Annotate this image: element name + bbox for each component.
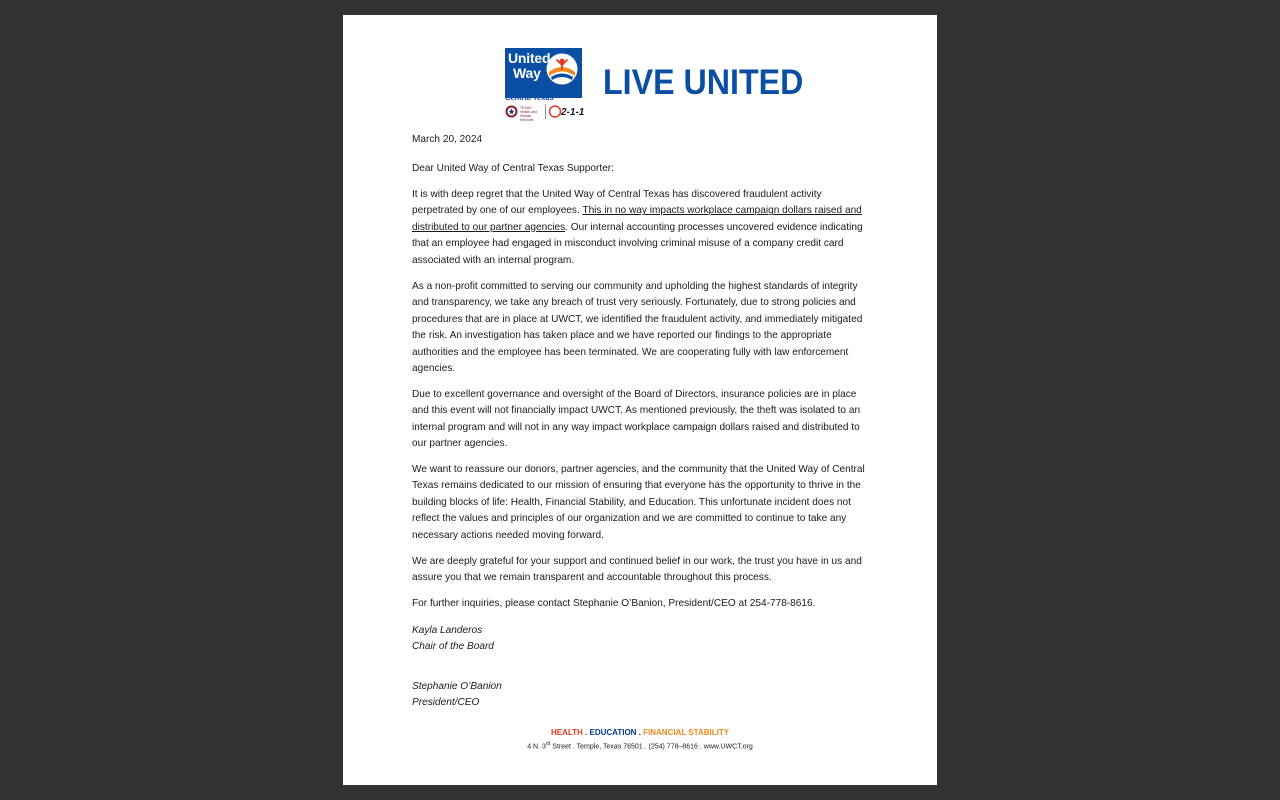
signer-name: Stephanie O’Banion <box>412 681 502 692</box>
paragraph-1-underlined: This in no way impacts workplace campaign dollars raised and distributed to our partner agencies <box>412 205 862 233</box>
live-united-slogan: LIVE UNITED <box>603 63 804 102</box>
211-logo-icon <box>549 104 585 119</box>
footer-sep-2: . <box>636 728 644 737</box>
paragraph-1-lead: It is with deep regret that the United Way of Central Texas has discovered fraudulent activity perpetrated by one of our employees. <box>412 189 822 217</box>
signer-name: Kayla Landeros <box>412 625 483 636</box>
footer-sep-1: . <box>582 728 590 737</box>
letter-date: March 20, 2024 <box>412 134 483 145</box>
footer-health: HEALTH <box>550 728 583 737</box>
logo-word-way: Way <box>513 65 541 81</box>
paragraph-1-rest: . Our internal accounting processes uncovered evidence indicating that an employee had engaged in misconduct involving criminal misuse of a company credit card associated with an internal program. <box>412 221 863 266</box>
letter-salutation: Dear United Way of Central Texas Supporter: <box>412 163 614 174</box>
paragraph-6: For further inquiries, please contact Stephanie O’Banion, President/CEO at 254-778-8616. <box>412 598 816 609</box>
texas-hhs-seal-icon <box>505 105 518 118</box>
211-logo-text: 2-1-1 <box>561 107 585 118</box>
footer-address-rest: Street . Temple, Texas 76501 . (254) 778–8616 . www.UWCT.org <box>550 743 753 751</box>
partner-divider <box>545 104 546 119</box>
texas-hhs-label: TEXAS Health and Human Services <box>520 106 537 122</box>
org-name-line-2: Central Texas <box>505 93 554 102</box>
paragraph-3: Due to excellent governance and oversight of the Board of Directors, insurance policies are in place and this event will not financially impact UWCT. As mentioned previously, the theft was isolated to an internal program and will not in any way impact workplace campaign dollars raised and distributed to our partner agencies. <box>412 389 861 450</box>
letter-page <box>343 15 937 785</box>
paragraph-5: We are deeply grateful for your support and continued belief in our work, the trust you have in us and assure you that we remain transparent and accountable throughout this process. <box>412 556 862 584</box>
footer-address-number: 4 N. 3 <box>527 743 546 751</box>
partner-logos <box>505 104 585 120</box>
paragraph-1 <box>412 187 870 269</box>
signer-title: President/CEO <box>412 697 480 709</box>
paragraph-2: As a non-profit committed to serving our community and upholding the highest standards of integrity and transparency, we take any breach of trust very seriously. Fortunately, due to strong policies and procedures that are in place at UWCT, we identified the fraudulent activity, and immediately mitigated the risk. An investigation has taken place and we have reported our findings to the appropriate authorities and the employee has been terminated. We are cooperating fully with law enforcement agencies. <box>412 281 863 375</box>
org-name-line-1: United Way of <box>505 85 555 94</box>
footer-address-ordinal: rd <box>545 741 551 747</box>
united-way-hand-icon <box>545 52 579 86</box>
signer-title: Chair of the Board <box>412 641 494 653</box>
signature-block-ceo <box>412 679 870 712</box>
footer-education: EDUCATION <box>589 728 637 737</box>
footer-tagline <box>343 728 937 738</box>
footer-address <box>343 740 937 751</box>
paragraph-4: We want to reassure our donors, partner agencies, and the community that the United Way of Central Texas remains dedicated to our mission of ensuring that everyone has the opportunity to thrive in the building blocks of life: Health, Financial Stability, and Education. This unfortunate incident does not reflect the values and principles of our organization and we are committed to continue to take any necessary actions needed moving forward. <box>412 464 865 541</box>
signature-block-chair <box>412 623 870 656</box>
footer-financial: FINANCIAL STABILITY <box>643 728 730 737</box>
logo-word-united: United <box>508 50 551 66</box>
